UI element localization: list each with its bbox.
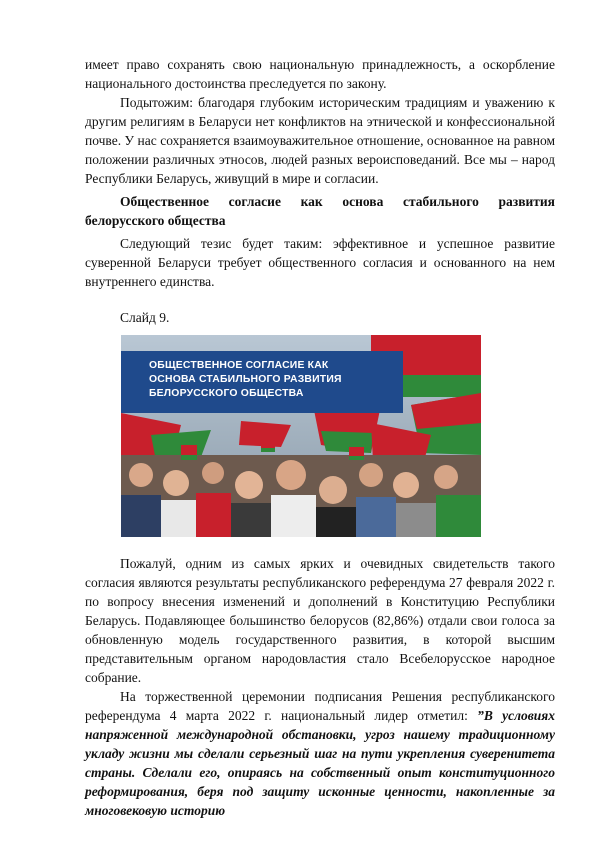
paragraph-2: Подытожим: благодаря глубоким историческим традициям и уважению к другим религиям в Беларуси нет конфликтов на этнической и конфессиональной почве. У нас сохраняется взаимоуважительное отношение, основанное на равном положении различных этносов, людей разных вероисповеданий. Все мы – народ Республики Беларусь, живущий в мире и согласии. [85, 95, 555, 186]
slide-title-line-2: ОСНОВА СТАБИЛЬНОГО РАЗВИТИЯ [149, 374, 342, 385]
slide-image [121, 335, 481, 537]
section-heading: Общественное согласие как основа стабильного развития белорусского общества [85, 194, 555, 228]
slide-title [121, 351, 403, 413]
paragraph-3: Следующий тезис будет таким: эффективное и успешное развитие суверенной Беларуси требует общественного согласия и основанного на нем внутреннего единства. [85, 236, 555, 289]
slide-label: Слайд 9. [120, 310, 170, 325]
paragraph-5-quote: ”В условиях напряженной международной обстановки, угроз нашему традиционному укладу жизни мы сделали серьезный шаг на пути укрепления суверенитета страны. Сделали его, опираясь на собственный опыт конституционного реформирования, беря под защиту исконные ценности, накопленные за многовековую историю [85, 708, 555, 818]
paragraph-4: Пожалуй, одним из самых ярких и очевидных свидетельств такого согласия являются результаты республиканского референдума 27 февраля 2022 г. по вопросу внесения изменений и дополнений в Конституцию Республики Беларусь. Подавляющее большинство белорусов (82,86%) отдали свои голоса за обновленную модель государственного развития, в которой высшим представительным органом народовластия стало Всебелорусское народное собрание. [85, 556, 555, 685]
paragraph-5-intro: На торжественной церемонии подписания Решения республиканского референдума 4 марта 2022 г. национальный лидер отметил: [85, 689, 555, 723]
paragraph-5 [85, 687, 555, 820]
slide-title-line-1: ОБЩЕСТВЕННОЕ СОГЛАСИЕ КАК [149, 360, 329, 371]
document-page [85, 55, 555, 820]
slide-title-line-3: БЕЛОРУССКОГО ОБЩЕСТВА [149, 388, 304, 399]
paragraph-1: имеет право сохранять свою национальную принадлежность, а оскорбление национального достоинства преследуется по закону. [85, 57, 555, 91]
